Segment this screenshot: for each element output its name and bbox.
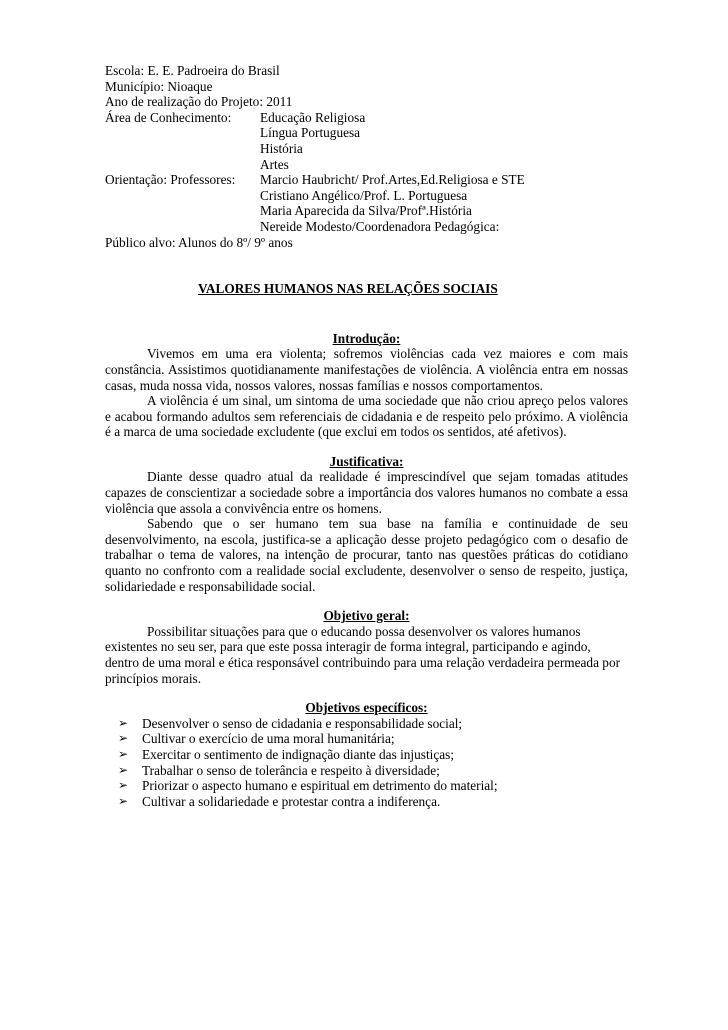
knowledge-area-item: Educação Religiosa [260,109,366,125]
list-item-text: Trabalhar o senso de tolerância e respeito à diversidade; [142,762,440,778]
document-page [105,63,628,809]
arrow-bullet-icon: ➢ [118,746,129,761]
justification-heading: Justificativa: [329,453,404,469]
list-item-text: Cultivar o exercício de uma moral humanitária; [142,731,395,747]
list-item [118,778,628,794]
list-item-text: Exercitar o sentimento de indignação diante das injustiças; [142,746,455,762]
teacher-item: Nereide Modesto/Coordenadora Pedagógica: [260,218,500,234]
arrow-bullet-icon: ➢ [118,715,129,730]
list-item [118,747,628,763]
list-item [118,794,628,810]
specific-objectives-list [105,716,628,810]
arrow-bullet-icon: ➢ [118,778,129,793]
arrow-bullet-icon: ➢ [118,731,129,746]
header-block [105,63,628,250]
list-item-text: Cultivar a solidariedade e protestar contra a indiferença. [142,793,441,809]
specific-objectives-heading: Objetivos específicos: [305,700,428,716]
teachers-list [260,172,628,234]
knowledge-area-item: Artes [260,156,289,172]
introduction-heading: Introdução: [332,330,401,346]
orientation-row [105,172,628,234]
list-item-text: Desenvolver o senso de cidadania e responsabilidade social; [142,715,463,731]
target-audience-line: Público alvo: Alunos do 8º/ 9º anos [105,234,293,250]
school-line: Escola: E. E. Padroeira do Brasil [105,63,280,78]
municipality-line: Município: Nioaque [105,78,213,94]
project-year-line: Ano de realização do Projeto: 2011 [105,94,293,110]
orientation-label: Orientação: Professores: [105,172,236,188]
general-objective-paragraph: Possibilitar situações para que o educando possa desenvolver os valores humanos existentes no seu ser, para que este possa interagir de forma integral, participando e agindo, dentro de uma moral e ética responsável contribuindo para uma relação verdadeira permeada por princípios morais. [105,623,621,686]
knowledge-area-item: História [260,140,303,156]
introduction-paragraph: A violência é um sinal, um sintoma de uma sociedade que não criou apreço pelos valores e acabou formando adultos sem referenciais de cidadania e de respeito pelo próximo. A violência é a marca de uma sociedade excludente (que exclui em todos os sentidos, até afetivos). [105,393,628,440]
list-item [118,731,628,747]
knowledge-area-row [105,110,628,172]
teacher-item: Maria Aparecida da Silva/Profª.História [260,203,472,219]
justification-paragraph: Diante desse quadro atual da realidade é imprescindível que sejam tomadas atitudes capazes de conscientizar a sociedade sobre a importância dos valores humanos no combate a essa violência que assola a convivência entre os homens. [105,469,628,516]
list-item [118,716,628,732]
justification-paragraph: Sabendo que o ser humano tem sua base na família e continuidade de seu desenvolvimento, na escola, justifica-se a aplicação desse projeto pedagógico com o desafio de trabalhar o tema de valores, na intenção de procurar, tanto nas questões práticas do cotidiano quanto no confronto com a realidade social excludente, desenvolver o senso de respeito, justiça, solidariedade e responsabilidade social. [105,516,628,594]
document-title: VALORES HUMANOS NAS RELAÇÕES SOCIAIS [198,281,498,297]
knowledge-area-label: Área de Conhecimento: [105,109,232,125]
teacher-item: Marcio Haubricht/ Prof.Artes,Ed.Religiosa e STE [260,172,525,188]
general-objective-heading: Objetivo geral: [323,608,410,624]
introduction-paragraph: Vivemos em uma era violenta; sofremos violências cada vez maiores e com mais constância. Assistimos quotidianamente manifestações de violência. A violência entra em nossas casas, muda nossa vida, nossos valores, nossas famílias e nossos comportamentos. [105,346,628,393]
arrow-bullet-icon: ➢ [118,762,129,777]
knowledge-area-item: Língua Portuguesa [260,125,361,141]
knowledge-area-list [260,110,628,172]
teacher-item: Cristiano Angélico/Prof. L. Portuguesa [260,187,468,203]
list-item [118,763,628,779]
list-item-text: Priorizar o aspecto humano e espiritual em detrimento do material; [142,778,498,794]
arrow-bullet-icon: ➢ [118,793,129,808]
